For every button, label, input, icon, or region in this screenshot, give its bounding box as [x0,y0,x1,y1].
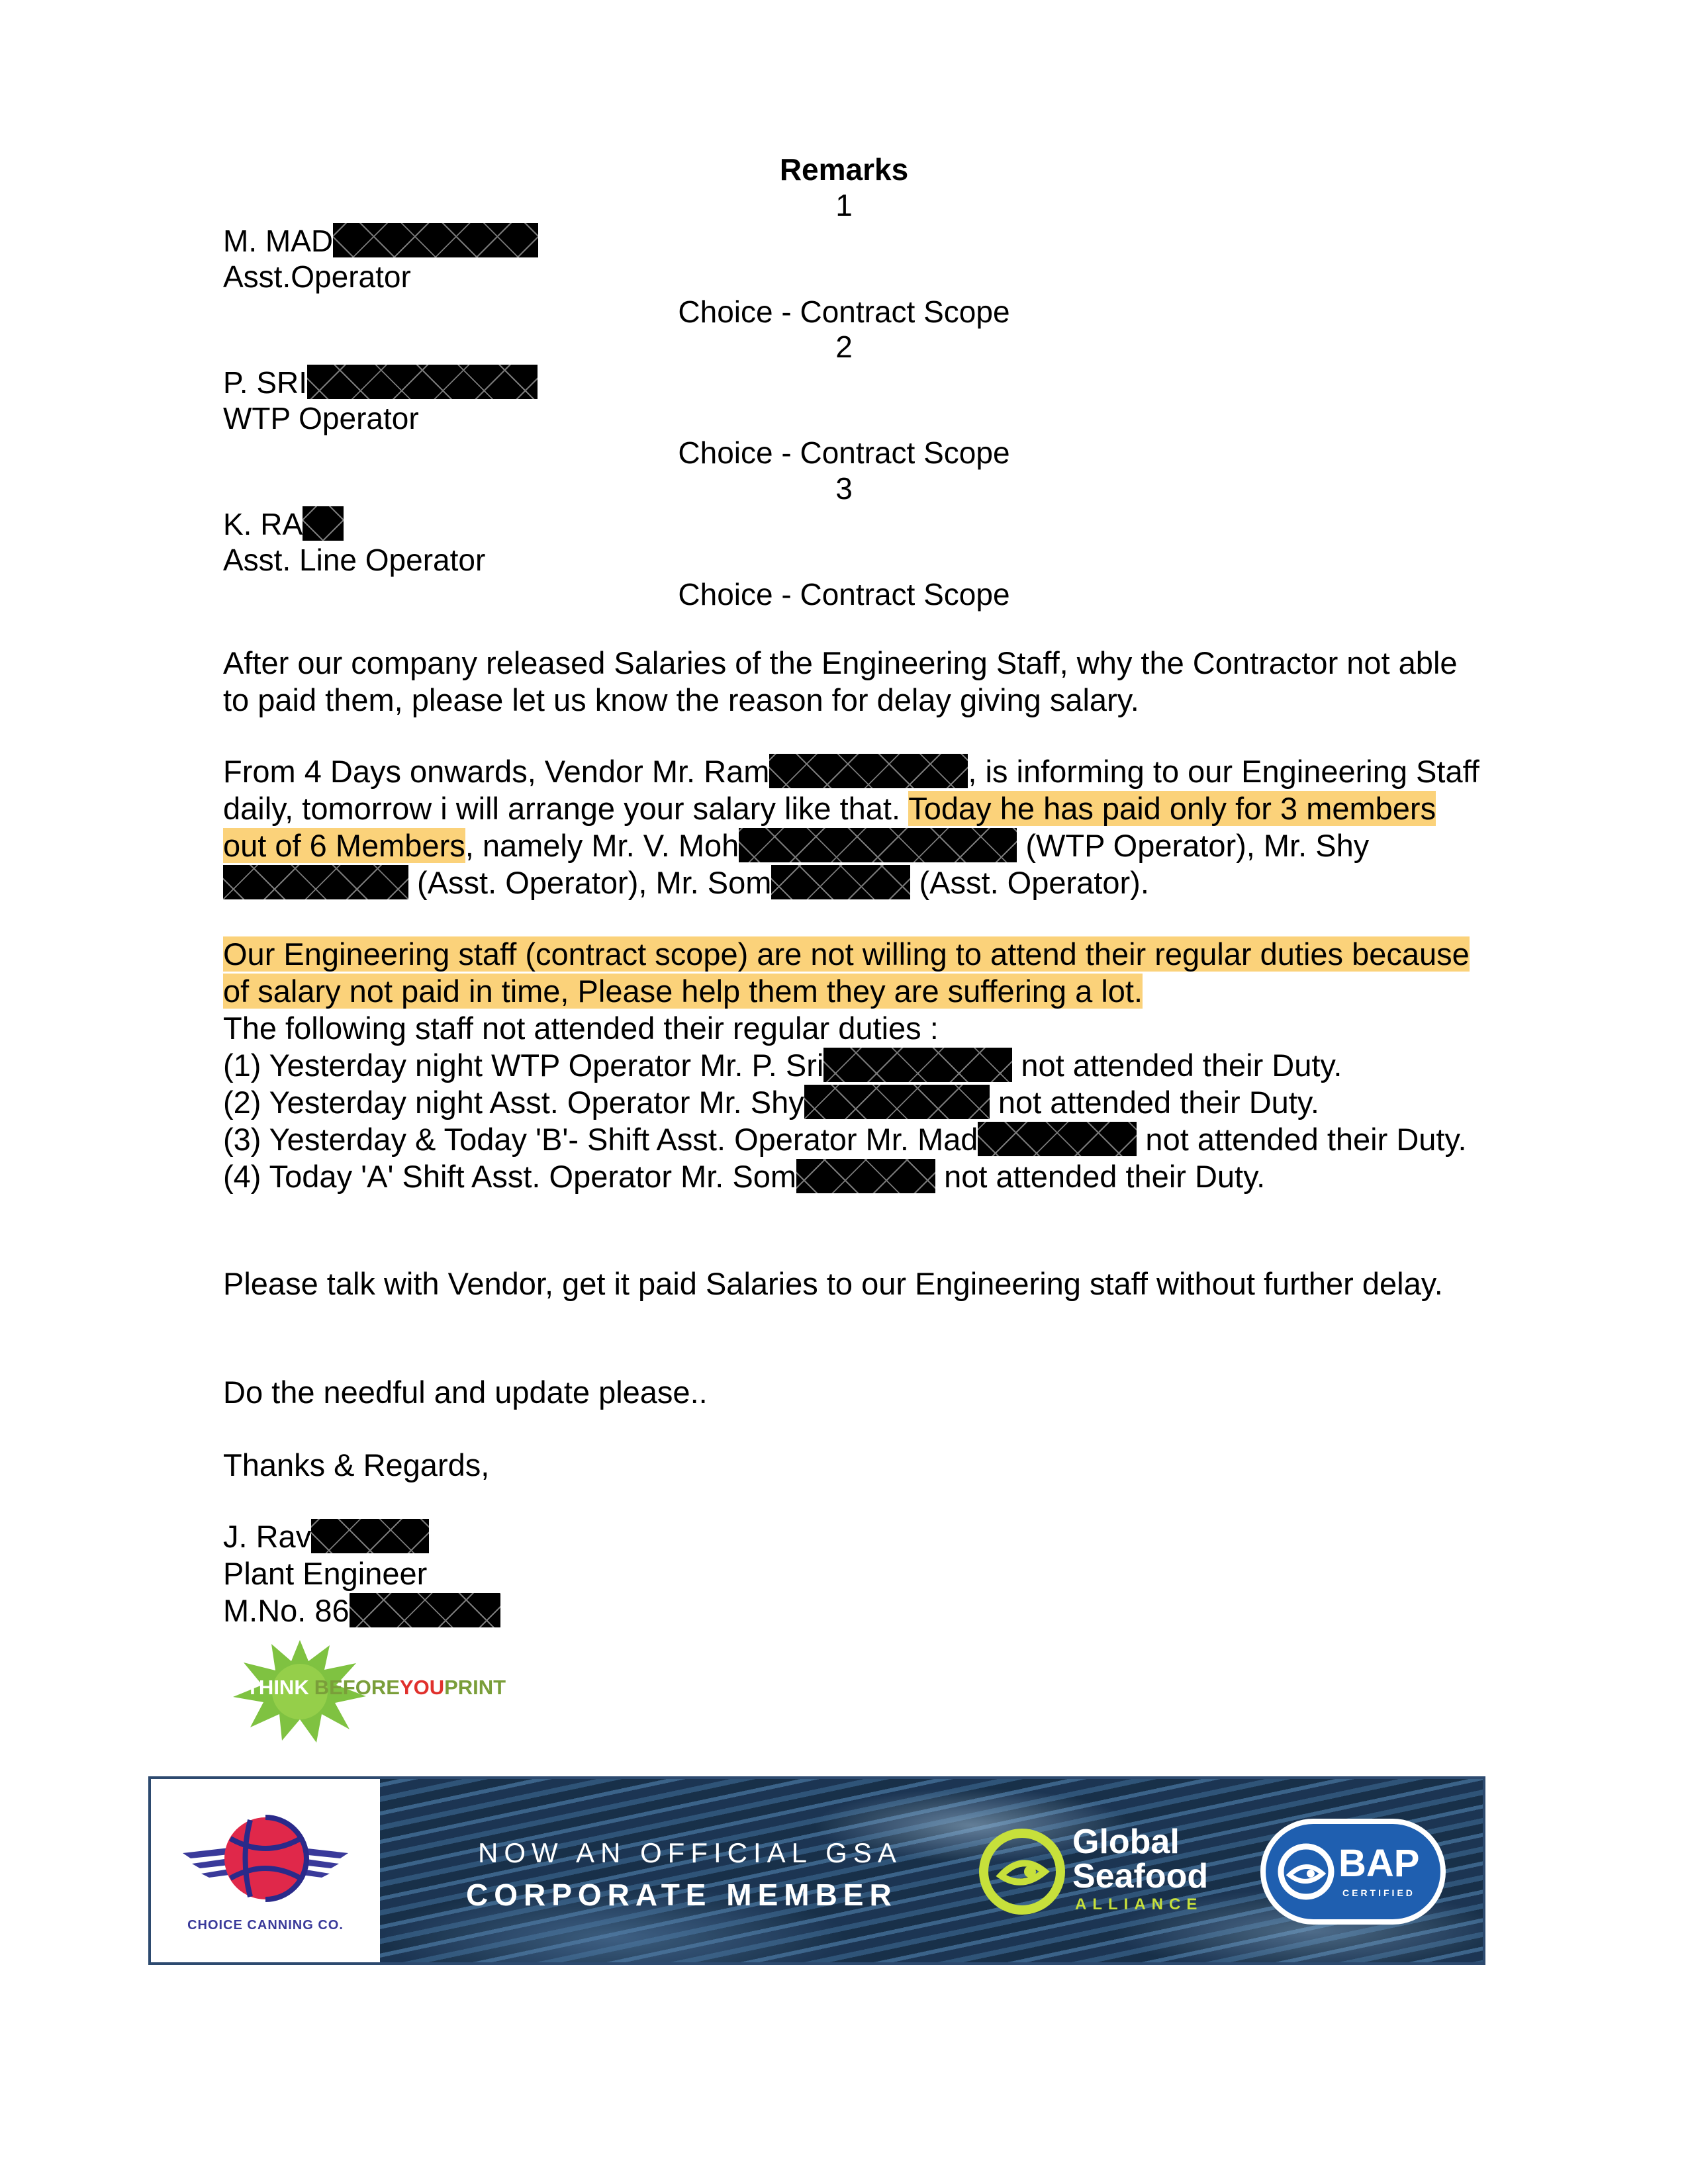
bap-certified-label: CERTIFIED [1342,1888,1415,1898]
entry-role-2: WTP Operator [223,401,419,435]
highlight-partial-payment: Today he has paid only for 3 members out of 6 Members [223,791,1436,863]
bap-eye-icon [1276,1842,1336,1901]
closing-line: Thanks & Regards, [223,1447,490,1482]
think-before-you-print-badge [230,1633,548,1746]
entry-scope-3: Choice - Contract Scope [678,577,1010,612]
entry-scope-1: Choice - Contract Scope [678,295,1010,329]
highlight-staff-unwilling: Our Engineering staff (contract scope) are not willing to attend their regular duties because of salary not paid in time, Please help them they are suffering a lot. [223,936,1470,1009]
entry-scope-2: Choice - Contract Scope [678,435,1010,470]
absentee-item-4: (4) Today 'A' Shift Asst. Operator Mr. Som not attended their Duty. [223,1159,1266,1194]
absentee-item-2: (2) Yesterday night Asst. Operator Mr. Shy not attended their Duty. [223,1085,1319,1120]
remarks-title: Remarks [779,152,909,187]
redaction-mark [311,1519,429,1553]
entry-number-1: 1 [835,188,853,222]
banner-line-1: NOW AN OFFICIAL GSA [478,1837,902,1868]
banner-line-2: CORPORATE MEMBER [466,1878,898,1912]
absentee-item-1: (1) Yesterday night WTP Operator Mr. P. Sri not attended their Duty. [223,1048,1342,1083]
redaction-mark [303,506,344,541]
redaction-mark [804,1085,990,1119]
entry-name-2: P. SRI [223,364,538,401]
signature-mobile: M.No. 86 [223,1592,1481,1629]
paragraph-request: Please talk with Vendor, get it paid Salaries to our Engineering staff without further delay. [223,1266,1443,1301]
bap-badge [1260,1819,1446,1925]
redaction-mark [771,865,910,899]
choice-canning-logo-icon [151,1779,380,1925]
entry-role-1: Asst.Operator [223,259,411,294]
signature-name: J. Rav [223,1518,1481,1555]
redaction-mark [769,754,968,788]
entry-number-3: 3 [835,471,853,506]
entry-number-2: 2 [835,330,853,364]
gsa-fish-eye-icon [976,1825,1068,1918]
entry-name-3: K. RA [223,506,344,543]
redaction-mark [307,365,538,399]
paragraph-salary-query: After our company released Salaries of the Engineering Staff, why the Contractor not able to paid them, please let us know the reason for delay giving salary. [223,645,1458,717]
gsa-logo [976,1825,1227,1918]
redaction-mark [978,1122,1137,1156]
redaction-mark [333,223,538,257]
entry-role-3: Asst. Line Operator [223,543,486,577]
gsa-membership-banner [148,1776,1485,1965]
company-logo-panel [151,1779,380,1962]
redaction-mark [223,865,408,899]
gsa-word-3: ALLIANCE [1075,1895,1203,1913]
gsa-word-1: Global [1072,1823,1180,1861]
redaction-mark [739,828,1017,862]
company-name: CHOICE CANNING CO. [187,1918,344,1933]
badge-text: THINK BEFOREYOUPRINT [246,1676,506,1699]
paragraph-update: Do the needful and update please.. [223,1375,708,1410]
entry-name-1: M. MAD [223,222,538,259]
redaction-mark [796,1159,935,1193]
signature-title: Plant Engineer [223,1556,428,1591]
redaction-mark [823,1048,1012,1082]
redaction-mark [350,1593,500,1627]
signature-block [223,1518,1481,1629]
paragraph-vendor-payment: From 4 Days onwards, Vendor Mr. Ram , is informing to our Engineering Staff daily, tomorrow i will arrange your salary like that. Today he has paid only for 3 members out of 6 Members, namely Mr. V. Moh (WTP Operator), Mr. Shy (Asst. Operator), Mr. Som (Asst. Operator). [223,754,1479,900]
paragraph-staff-absence: Our Engineering staff (contract scope) are not willing to attend their regular duties because of salary not paid in time, Please help them they are suffering a lot. The following staff not attended their regular duties : (1) Yesterday night WTP Operator Mr. P. Sri not attended their Duty. (2) Yesterday night Asst. Operator Mr. Shy not attended their Duty. (3) Yesterday & Today 'B'- Shift Asst. Operator Mr. Mad not attended their Duty. (4) Today 'A' Shift Asst. Operator Mr. Som not attended their Duty. [223,936,1481,1195]
bap-label: BAP [1338,1842,1420,1885]
absentee-item-3: (3) Yesterday & Today 'B'- Shift Asst. Operator Mr. Mad not attended their Duty. [223,1122,1467,1157]
gsa-word-2: Seafood [1072,1857,1209,1895]
